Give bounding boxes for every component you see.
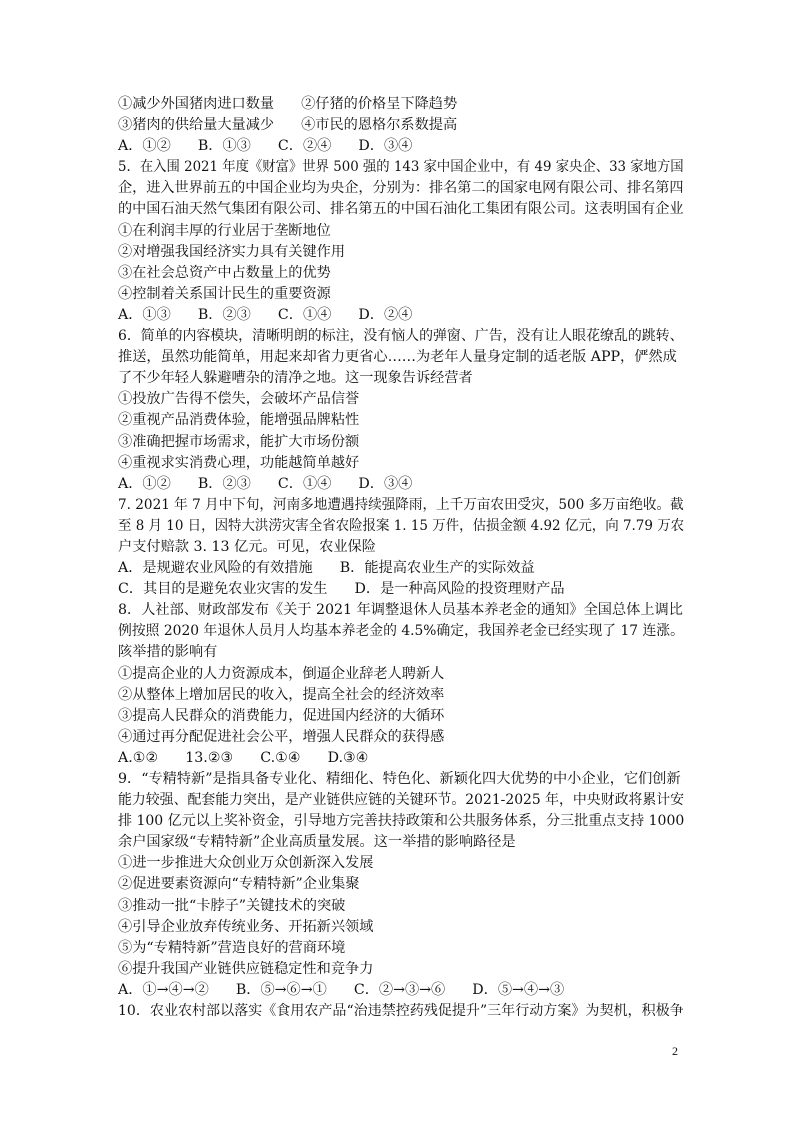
text-line: 排 100 亿元以上奖补资金，引导地方完善扶持政策和公共服务体系，分三批重点支持 1000 — [118, 813, 685, 830]
text-line: ④控制着关系国计民生的重要资源 — [118, 285, 331, 302]
text-line: ③在社会总资产中占数量上的优势 — [118, 264, 331, 281]
text-line: ②对增强我国经济实力具有关键作用 — [118, 243, 346, 260]
text-line: ①进一步推进大众创业万众创新深入发展 — [118, 855, 374, 872]
text-line: A．①→④→② B．⑤→⑥→① C．②→③→⑥ D．⑤→④→③ — [118, 981, 565, 998]
text-line: ①减少外国猪肉进口数量 ②仔猪的价格呈下降趋势 — [118, 96, 458, 112]
text-line: ①在利润丰厚的行业居于垄断地位 — [118, 222, 331, 239]
text-line: ②从整体上增加居民的收入，提高全社会的经济效率 — [118, 686, 445, 703]
text-line: 能力较强、配套能力突出，是产业链供应链的关键环节。2021-2025 年，中央财政将累计安 — [118, 792, 685, 809]
text-line: 5．在入围 2021 年度《财富》世界 500 强的 143 家中国企业中，有 49 家央企、33 家地方国 — [118, 159, 684, 176]
text-line: 例按照 2020 年退休人员月人均基本养老金的 4.5%确定，我国养老金已经实现了 17 连涨。 — [118, 623, 684, 640]
text-line: 推送，虽然功能简单，用起来却省力更省心……为老年人量身定制的适老版 APP，俨然成 — [118, 349, 677, 366]
text-line: 8．人社部、财政部发布《关于 2021 年调整退休人员基本养老金的通知》全国总体上调比 — [118, 602, 683, 619]
text-line: ④重视求实消费心理，功能越简单越好 — [118, 454, 360, 471]
text-line: ②重视产品消费体验，能增强品牌粘性 — [118, 412, 360, 429]
page-number: 2 — [672, 1044, 678, 1058]
document-body — [118, 94, 684, 1022]
text-line: A．①② B．①③ C．②④ D．③④ — [118, 138, 413, 155]
text-line: ④引导企业放弃传统业务、开拓新兴领域 — [118, 918, 374, 935]
text-line: 陔举措的影响有 — [118, 644, 218, 661]
text-line: 6．简单的内容模块，清晰明朗的标注，没有恼人的弹窗、广告，没有让人眼花缭乱的跳转、 — [118, 328, 684, 345]
text-line: ①提高企业的人力资源成本，倒逼企业辞老人聘新人 — [118, 665, 445, 682]
text-line: ④通过再分配促进社会公平，增强人民群众的获得感 — [118, 728, 445, 745]
text-line: 9．“专精特新”是指具备专业化、精细化、特色化、新颖化四大优势的中小企业，它们创新 — [118, 771, 681, 787]
text-line: ③提高人民群众的消费能力，促进国内经济的大循环 — [118, 707, 445, 724]
text-line: 了不少年轻人躲避嘈杂的清净之地。这一现象告诉经营者 — [118, 370, 473, 387]
text-line: ③猪肉的供给量大量减少 ④市民的恩格尔系数提高 — [118, 117, 458, 134]
text-line: ③推动一批“卡脖子”关键技术的突破 — [118, 897, 346, 914]
text-line: A.①② 13.②③ C.①④ D.③④ — [118, 749, 369, 766]
text-line: ②促进要素资源向“专精特新”企业集聚 — [118, 876, 360, 893]
text-line: 7. 2021 年 7 月中下旬，河南多地遭遇持续强降雨，上千万亩农田受灾，500 多万亩绝收。截 — [118, 496, 684, 513]
text-line: A．①③ B．②③ C．①④ D．②④ — [118, 306, 413, 323]
text-line: 企，进入世界前五的中国企业均为央企，分别为：排名第二的国家电网有限公司、排名第四 — [118, 180, 684, 197]
text-line: C．其目的是避免农业灾害的发生 D．是一种高风险的投资理财产品 — [118, 581, 565, 598]
text-line: 10．农业农村部以落实《食用农产品“治违禁控药残促提升”三年行动方案》为契机，积极争 — [118, 1003, 684, 1020]
text-line: 余户国家级“专精特新”企业高质量发展。这一举措的影响路径是 — [118, 834, 516, 851]
text-line: ③准确把握市场需求，能扩大市场份额 — [118, 433, 360, 450]
text-line: 户支付赔款 3. 13 亿元。可见，农业保险 — [118, 538, 376, 555]
text-line: ⑤为“专精特新”营造良好的营商环境 — [118, 939, 346, 956]
text-line: ①投放广告得不偿失，会破坏产品信誉 — [118, 391, 360, 408]
text-line: ⑥提升我国产业链供应链稳定性和竞争力 — [118, 960, 374, 977]
text-line: A．是规避农业风险的有效措施 B．能提高农业生产的实际效益 — [118, 560, 535, 577]
text-line: 至 8 月 10 日，因特大洪涝灾害全省农险报案 1. 15 万件，估损金额 4.92 亿元，向 7.79 万农 — [118, 517, 685, 534]
text-line: A．①② B．②③ C．①④ D．③④ — [118, 475, 413, 492]
text-line: 的中国石油天然气集团有限公司、排名第五的中国石油化工集团有限公司。这表明国有企业 — [118, 201, 684, 218]
